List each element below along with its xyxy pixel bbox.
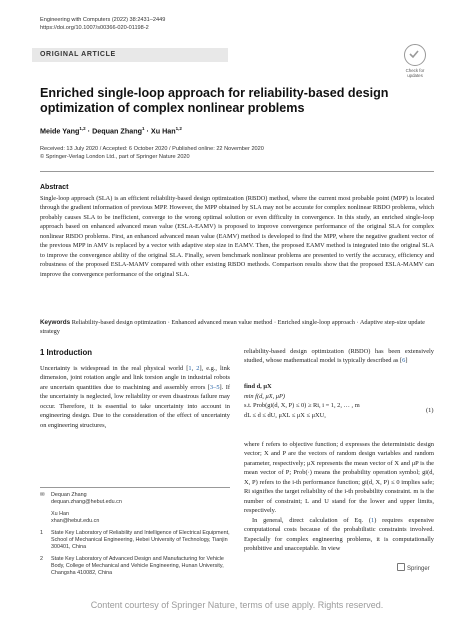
courtesy-notice: Content courtesy of Springer Nature, terms of use apply. Rights reserved. <box>90 600 384 610</box>
mail-icon: ✉ <box>40 492 45 498</box>
equation-line: find d, μX <box>244 383 272 390</box>
footnote-text[interactable]: Dequan Zhang dequan.zhang@hebut.edu.cn <box>51 492 122 506</box>
equation-link[interactable]: 1 <box>371 516 375 524</box>
journal-citation: Engineering with Computers (2022) 38:2431–2449 <box>40 17 166 23</box>
intro-text: ], e.g., link dimension, joint rotation angle and link torsion angle in industrial robots are uncertain quantities due to machining and assembly errors [ <box>40 365 230 391</box>
abstract-heading: Abstract <box>40 184 69 191</box>
footnote-symbol: 1 <box>40 530 43 536</box>
intro-text: reliability-based design optimization (RBDO) has been extensively studied, whose mathematical model is typically described as [ <box>244 348 434 365</box>
citation-link[interactable]: 3–5 <box>209 383 220 391</box>
citation-link[interactable]: 1 <box>188 365 192 372</box>
intro-text: In general, direct calculation of Eq. ( <box>252 516 372 524</box>
publisher-name: Springer <box>407 566 430 572</box>
intro-paragraph: where f refers to objective function; d expresses the deterministic design vector; X and P are the vectors of random design variables and random parameter, respectively; μX represents the mean vector of X and μP is the mean vector of P; Prob(·) means the probability operation symbol; gi(d, X, P) refers to the i-th performance function; gi(d, X, P) ≤ 0 implies safe; Ri signifies the target reliability of the i-th probability constraint. m is the number of constraint; L and U stand for the lower and upper limits, respectively. <box>244 441 434 515</box>
author-name[interactable]: Dequan Zhang <box>92 126 142 136</box>
section-heading: 1 Introduction <box>40 348 92 357</box>
paper-title: Enriched single-loop approach for reliability-based design optimization of complex nonlinear problems <box>40 86 389 115</box>
affiliation-note <box>40 530 230 552</box>
equation-block <box>244 382 434 420</box>
citation-link[interactable]: 2 <box>196 365 200 372</box>
equation-line: s.t. Prob(gi(d, X, P) ≤ 0) ≥ Ri, i = 1, 2, … , m <box>244 402 360 409</box>
keywords-text: Reliability-based design optimization · Enhanced advanced mean value method · Enriched single-loop approach · Adaptive step-size update strategy <box>40 319 425 336</box>
footnote-text: State Key Laboratory of Reliability and Intelligence of Electrical Equipment, School of Mechanical Engineering, Hebei University of Technology, Tianjin 300401, China <box>51 530 230 551</box>
intro-right-column <box>244 347 434 366</box>
intro-right-continuation <box>244 440 434 553</box>
footnote-text[interactable]: Xu Han xhan@hebut.edu.cn <box>51 511 100 525</box>
author-list: Meide Yang$^{1,2}$ · Dequan Zhang$^1$ · Xu Han$^{1,2}$ <box>40 126 182 136</box>
intro-text: ) requires expensive computational costs because of the probabilistic constraints involved. Especially for complex engineering problems, it is computationally prohibitive and unacceptable. In view <box>244 516 434 552</box>
intro-left-column <box>40 364 230 430</box>
author-name[interactable]: Meide Yang <box>40 126 80 136</box>
publication-history <box>40 145 264 161</box>
author-affiliation: 1 <box>142 126 145 131</box>
journal-header <box>40 16 165 32</box>
abstract-text: Single-loop approach (SLA) is an efficient reliability-based design optimization (RBDO) method, where the current most probable point (MPP) is located through the gradient information of previous MPP. However, the MPP obtained by SLA may not be accurate for complex nonlinear RBDO problems, which probably causes SLA to be inefficient, converge to the wrong optimal solution or even difficulty in convergence. In this study, an enriched single-loop approach based on enhanced advanced mean value (ESLA-EAMV) is proposed to improve convergence performance of the original SLA for complex nonlinear RBDO problems. First, an enhanced advanced mean value (EAMV) method is developed to find the MPP, where the negative gradient vector of the previous MPP in AMV is replaced by a vector with adaptive step size in EAMV. Then, the proposed EAMV method is integrated into the original SLA to improve the convergence ability of the original SLA. Finally, seven benchmark nonlinear problems are presented to verify the accuracy, efficiency and robustness of the proposed ESLA-MAMV compared with other existing RBDO methods. Comparison results show that the proposed ESLA-MAMV can improve the convergence performance of the original SLA. <box>40 195 434 278</box>
publisher-logo <box>397 563 430 572</box>
article-type-label: ORIGINAL ARTICLE <box>40 51 116 58</box>
copyright-line: © Springer-Verlag London Ltd., part of Springer Nature 2020 <box>40 154 190 160</box>
keywords-block <box>40 318 434 337</box>
author-name[interactable]: Xu Han <box>150 126 176 136</box>
correspondence-note <box>40 492 230 506</box>
intro-text: ] <box>405 357 408 365</box>
author-affiliation: 1,2 <box>175 126 182 131</box>
springer-horse-icon <box>397 563 405 571</box>
badge-line-1: Check for <box>405 68 425 73</box>
affiliation-note <box>40 556 230 578</box>
footnote-text: State Key Laboratory of Advanced Design and Manufacturing for Vehicle Body, College of Mechanical and Vehicle Engineering, Hunan University, Changsha 410082, China <box>51 556 224 577</box>
citation-link[interactable]: 6 <box>402 357 406 365</box>
equation-line: dL ≤ d ≤ dU, μXL ≤ μX ≤ μXU, <box>244 411 326 419</box>
author-affiliation: 1,2 <box>79 126 86 131</box>
check-for-updates-badge[interactable] <box>397 44 433 78</box>
check-updates-icon <box>404 44 426 66</box>
footnote-divider <box>40 487 230 488</box>
doi-link[interactable]: https://doi.org/10.1007/s00366-020-01198-2 <box>40 25 149 31</box>
intro-text: , <box>191 365 197 372</box>
dates-line: Received: 13 July 2020 / Accepted: 6 October 2020 / Published online: 22 November 2020 <box>40 146 264 152</box>
correspondence-note <box>40 511 230 525</box>
badge-line-2: updates <box>407 73 423 78</box>
keywords-label: Keywords <box>40 319 71 326</box>
equation-line: min f(d, μX, μP) <box>244 392 286 400</box>
intro-paragraph <box>244 516 434 554</box>
equation-number: (1) <box>426 407 434 414</box>
intro-text: ]. If the uncertainty is neglected, low reliability or even disastrous failure may occur. Therefore, it is essential to take uncertainty into account in engineering design. Due to the consideration of the effect of uncertainty on engineering structures, <box>40 383 230 429</box>
footnote-symbol: 2 <box>40 556 43 562</box>
divider <box>40 171 434 172</box>
intro-text: Uncertainty is widespread in the real physical world [ <box>40 365 189 372</box>
